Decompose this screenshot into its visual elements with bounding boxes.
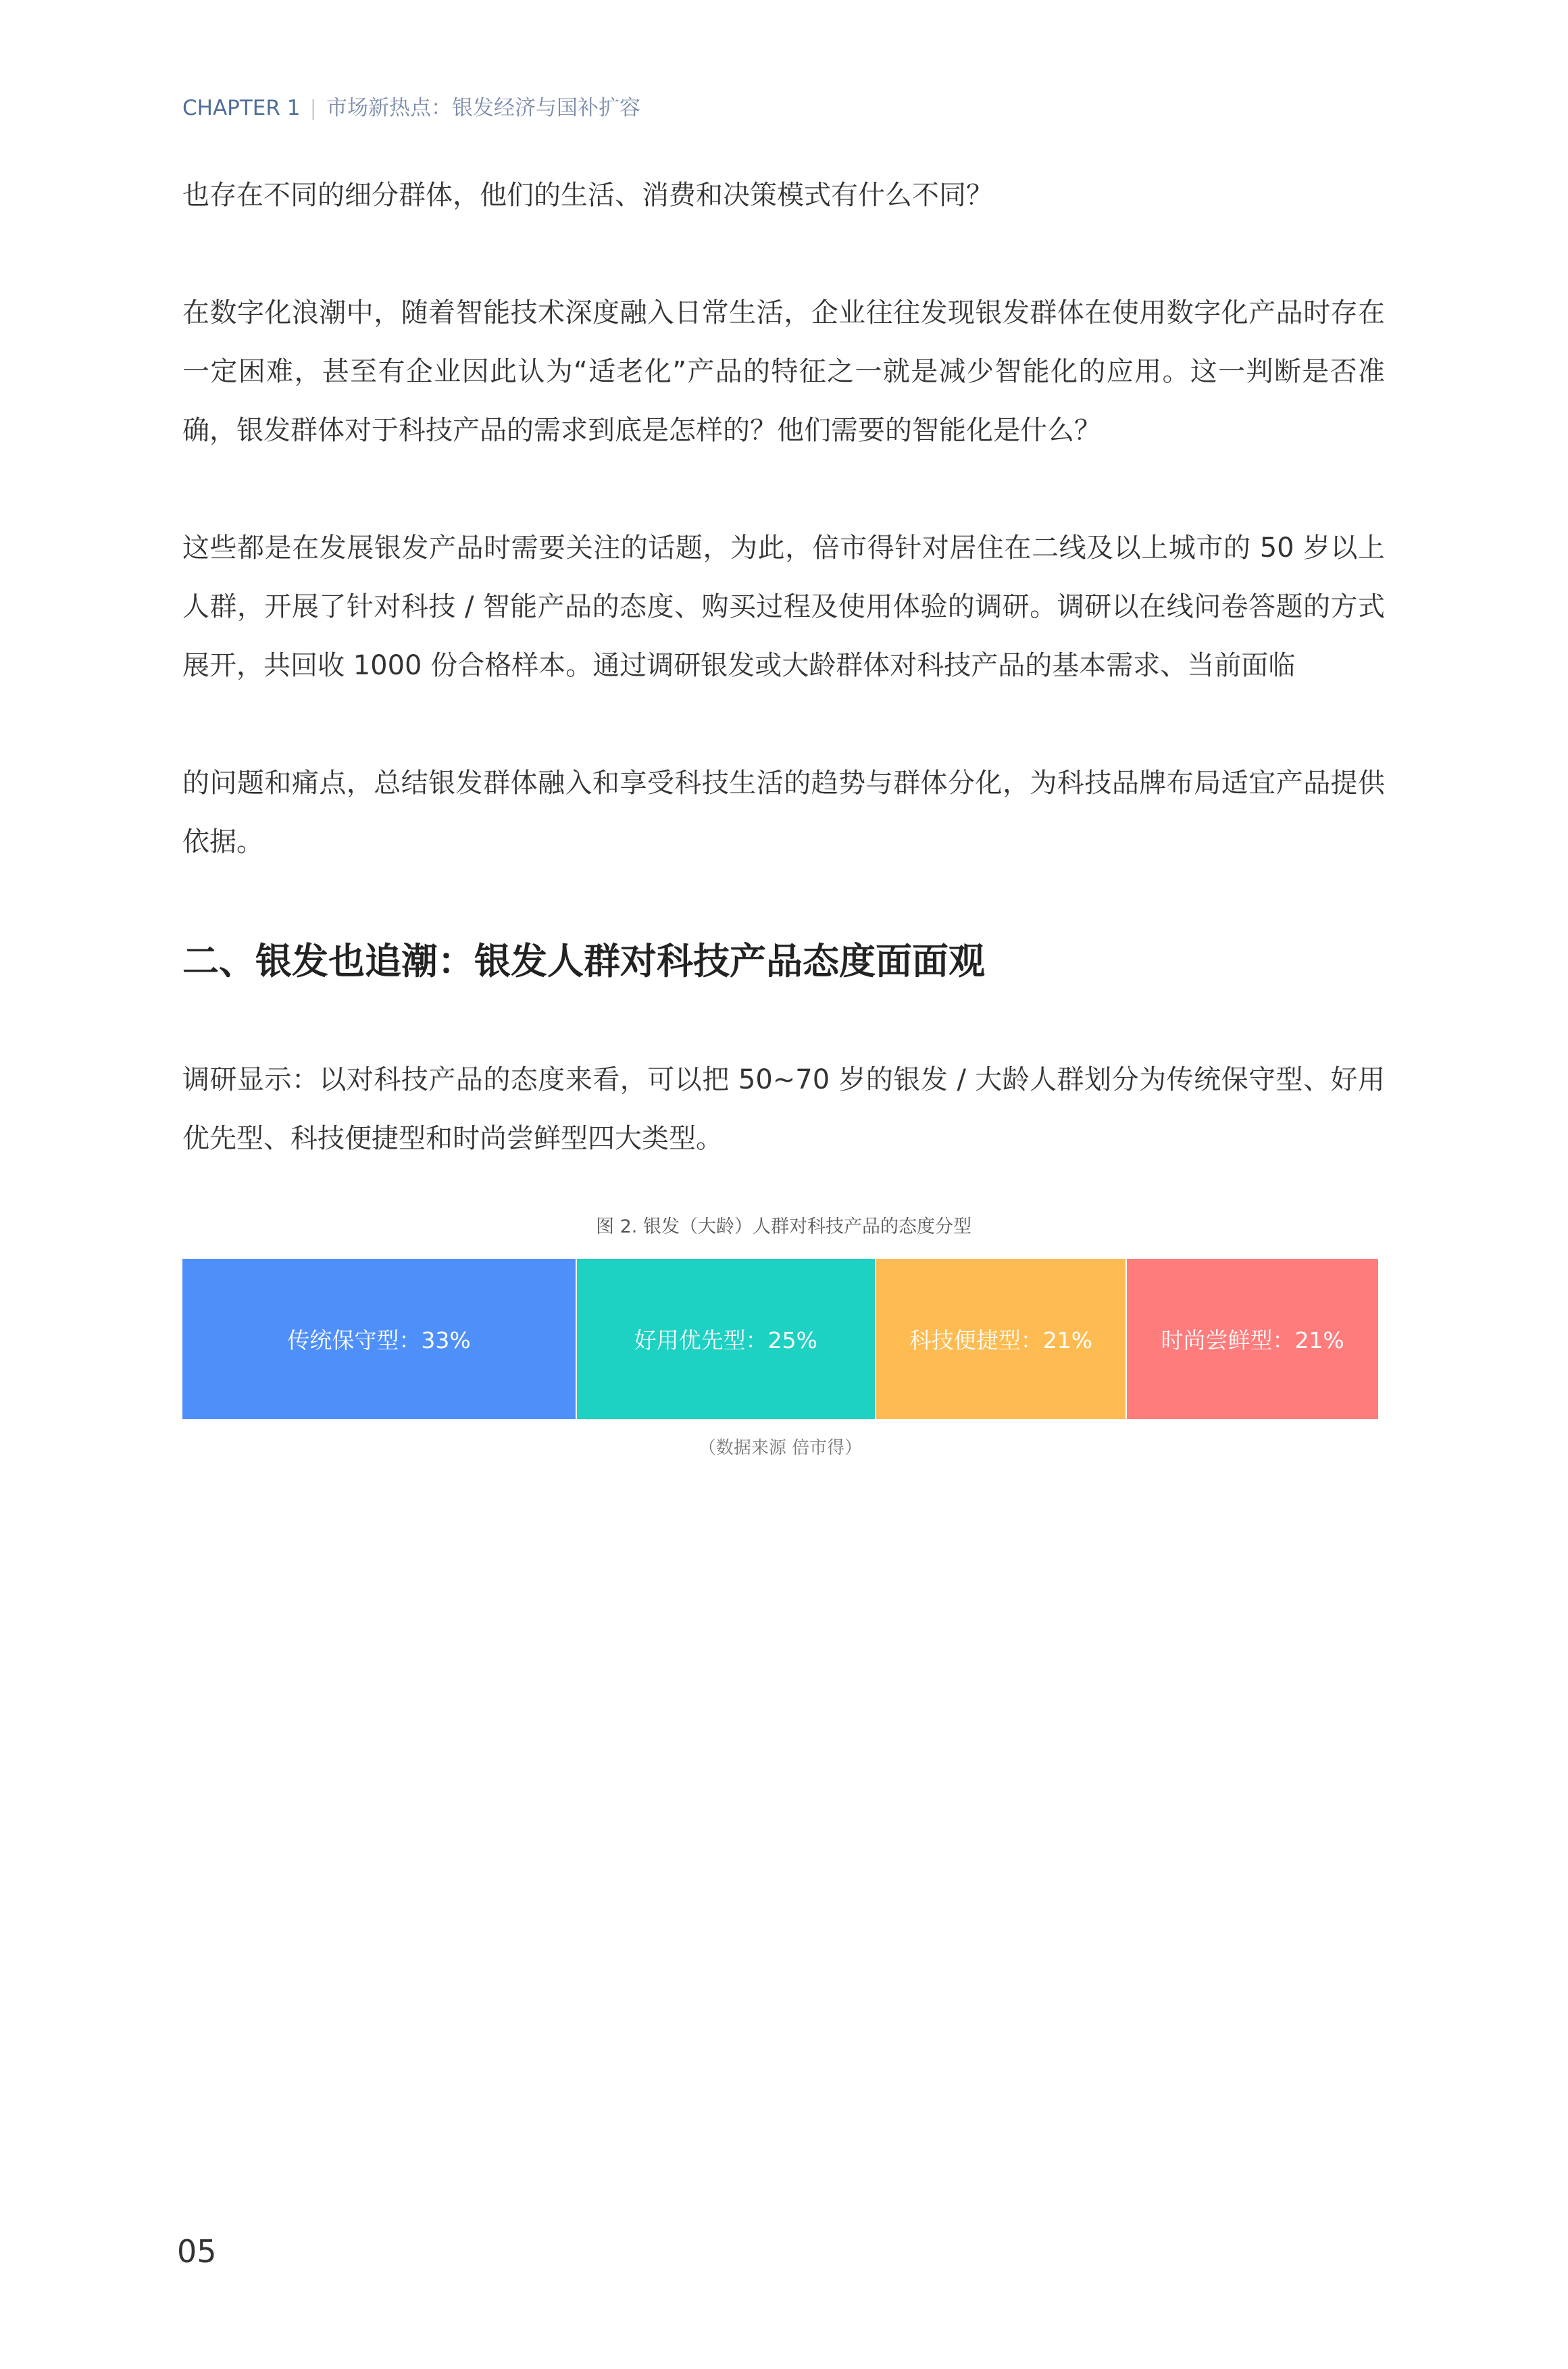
- paragraph-2: 在数字化浪潮中，随着智能技术深度融入日常生活，企业往往发现银发群体在使用数字化产品时存在一定困难，甚至有企业因此认为“适老化”产品的特征之一就是减少智能化的应用。这一判断是否准确，银发群体对于科技产品的需求到底是怎样的？他们需要的智能化是什么？: [182, 297, 1385, 446]
- bar-segment-3: [876, 1259, 1128, 1419]
- running-header: [182, 91, 640, 121]
- bar-segment-label: 传统保守型：33%: [287, 1327, 471, 1353]
- stacked-bar-chart: [182, 1259, 1378, 1419]
- paragraph-5: 调研显示：以对科技产品的态度来看，可以把 50~70 岁的银发 / 大龄人群划分为传统保守型、好用优先型、科技便捷型和时尚尝鲜型四大类型。: [182, 1064, 1385, 1154]
- paragraph-1: 也存在不同的细分群体，他们的生活、消费和决策模式有什么不同？: [182, 180, 993, 211]
- bar-segment-2: [577, 1259, 876, 1419]
- figure-title: 图 2. 银发（大龄）人群对科技产品的态度分型: [596, 1216, 971, 1237]
- bar-segment-1: [182, 1259, 577, 1419]
- figure-source: （数据来源 倍市得）: [698, 1438, 863, 1458]
- header-separator: |: [309, 96, 317, 120]
- section-title: 二、银发也追潮：银发人群对科技产品态度面面观: [182, 940, 985, 982]
- bar-segment-label: 好用优先型：25%: [634, 1327, 818, 1353]
- paragraph-4: 的问题和痛点，总结银发群体融入和享受科技生活的趋势与群体分化，为科技品牌布局适宜产品提供依据。: [182, 768, 1385, 857]
- chapter-label: CHAPTER 1: [182, 96, 301, 120]
- bar-segment-4: [1127, 1259, 1378, 1419]
- bar-segment-label: 科技便捷型：21%: [909, 1327, 1093, 1353]
- chapter-title: 市场新热点：银发经济与国补扩容: [326, 96, 640, 120]
- bar-segment-label: 时尚尝鲜型：21%: [1161, 1327, 1344, 1353]
- page-number: 05: [177, 2233, 217, 2270]
- paragraph-3: 这些都是在发展银发产品时需要关注的话题，为此，倍市得针对居住在二线及以上城市的 50 岁以上人群，开展了针对科技 / 智能产品的态度、购买过程及使用体验的调研。调研以在线问卷答题的方式展开，共回收 1000 份合格样本。通过调研银发或大龄群体对科技产品的基本需求、当前面临: [182, 532, 1385, 681]
